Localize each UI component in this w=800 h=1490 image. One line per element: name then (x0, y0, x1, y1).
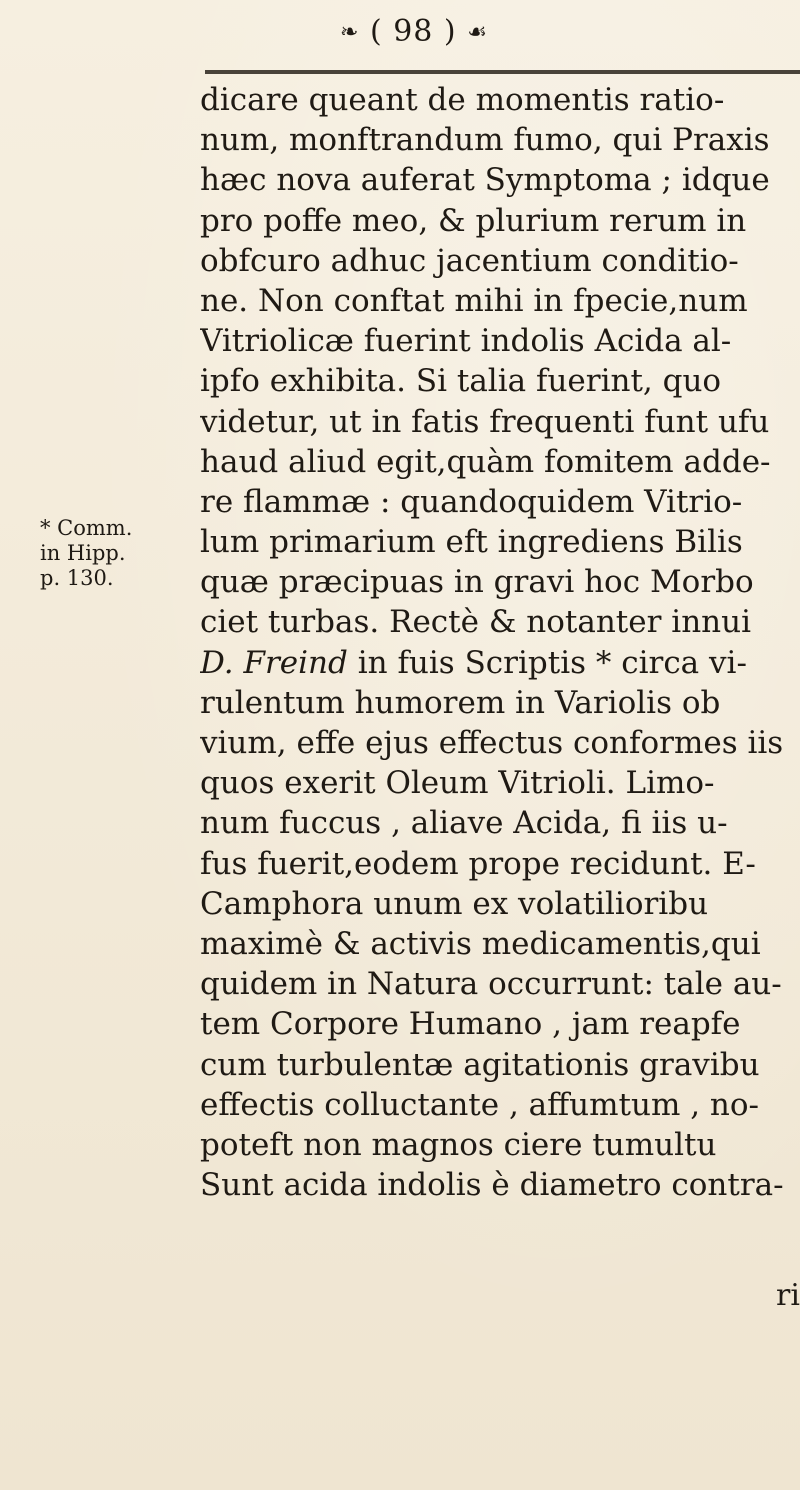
text-line: hæc nova auferat Symptoma ; idque (200, 162, 770, 199)
margin-note (40, 516, 132, 591)
text-line: maximè & activis medicamentis,qui (200, 925, 761, 962)
author-name: D. Freind (200, 644, 348, 681)
text-line: fus fuerit,eodem prope recidunt. E- (200, 845, 756, 882)
page-header (340, 14, 488, 49)
margin-note-line: * Comm. (40, 516, 133, 540)
text-line: num, monftrandum fumo, qui Praxis (200, 122, 770, 159)
text-line: quidem in Natura occurrunt: tale au- (200, 966, 782, 1003)
text-line: Sunt acida indolis è diametro contra- (200, 1167, 784, 1204)
text-line (200, 643, 800, 683)
text-line: vium, effe ejus effectus conformes iis (200, 725, 784, 761)
page-number: ( 98 ) (369, 14, 457, 49)
header-rule (205, 70, 800, 74)
right-ornament-icon: ☙ (467, 20, 488, 45)
text-line: effectis colluctante , affumtum , no- (200, 1086, 760, 1123)
margin-note-line: in Hipp. (40, 541, 126, 565)
text-line: haud aliud egit,quàm fomitem adde- (200, 443, 771, 480)
text-line: quos exerit Oleum Vitrioli. Limo- (200, 765, 715, 802)
text-line: Vitriolicæ fuerint indolis Acida al- (200, 323, 732, 360)
catchword: ri (776, 1278, 800, 1313)
text-line: Camphora unum ex volatilioribu (200, 885, 709, 922)
text-line: ne. Non conftat mihi in fpecie,num (200, 282, 748, 319)
text-line: ipfo exhibita. Si talia fuerint, quo (200, 363, 722, 400)
text-line: lum primarium eft ingrediens Bilis (200, 524, 743, 561)
text-line: obfcuro adhuc jacentium conditio- (200, 242, 739, 279)
text-line: videtur, ut in fatis frequenti funt ufu (200, 403, 770, 440)
text-line: rulentum humorem in Variolis ob (200, 684, 721, 721)
text-line: re flammæ : quandoquidem Vitrio- (200, 483, 743, 520)
text-line: dicare queant de momentis ratio- (200, 82, 725, 118)
text-line: num fuccus , aliave Acida, fi iis u- (200, 805, 728, 842)
left-ornament-icon: ❧ (340, 20, 360, 45)
text-line: quæ præcipuas in gravi hoc Morbo (200, 564, 754, 601)
body-text (200, 80, 800, 1205)
text-line: tem Corpore Humano , jam reapfe (200, 1006, 741, 1043)
text-line: poteft non magnos ciere tumultu (200, 1126, 717, 1163)
text-line: cum turbulentæ agitationis gravibu (200, 1046, 760, 1083)
text-line: ciet turbas. Rectè & notanter innui (200, 604, 752, 641)
text-line-rest: in fuis Scriptis * circa vi- (347, 644, 747, 681)
margin-note-line: p. 130. (40, 566, 114, 590)
text-line: pro poffe meo, & plurium rerum in (200, 202, 747, 239)
